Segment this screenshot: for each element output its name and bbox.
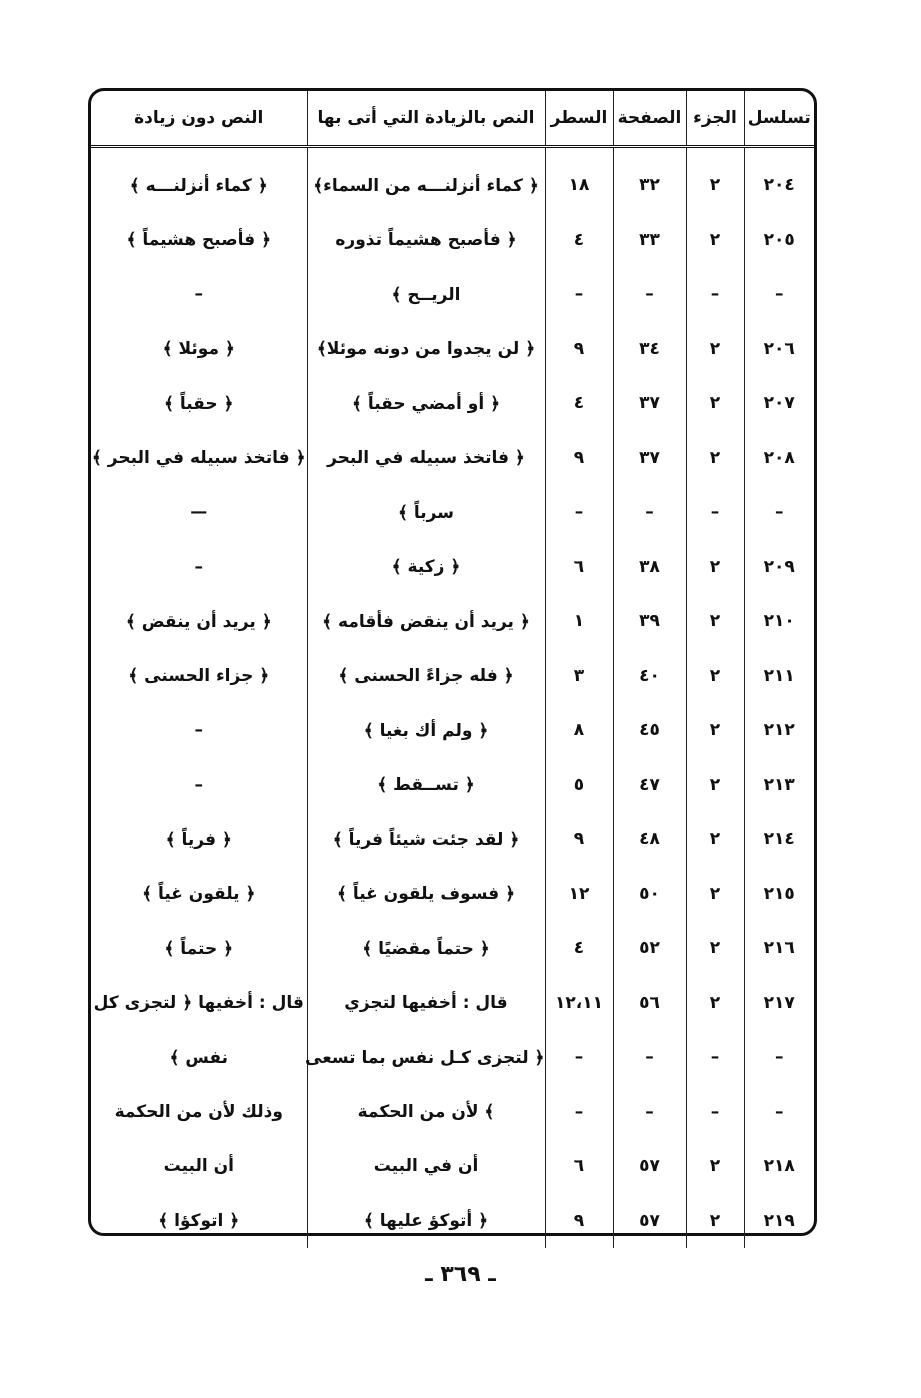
cell-part: ٢ <box>686 213 744 268</box>
cell-with-addition: ﴿ لقد جئت شيئاً فرياً ﴾ <box>307 812 545 867</box>
cell-without-addition: ﴿ يلقون غياً ﴾ <box>142 884 256 905</box>
cell-page: ٥٧ <box>613 1139 686 1194</box>
cell-part: ٢ <box>686 703 744 758</box>
cell-part: ٢ <box>686 322 744 377</box>
table-row <box>91 703 814 758</box>
cell-with-addition: ﴿ فأصبح هشيماً تذوره <box>307 213 545 268</box>
cell-with-addition: ﴿ زكية ﴾ <box>307 540 545 595</box>
cell-line: ٩ <box>545 322 613 377</box>
cell-serial: ٢١٧ <box>744 976 814 1031</box>
cell-serial: ٢١١ <box>744 649 814 704</box>
table-row <box>91 267 814 322</box>
page-number: ـ ٣٦٩ ـ <box>425 1262 496 1287</box>
cell-line: ١ <box>545 594 613 649</box>
table-row <box>91 867 814 922</box>
cell-page: – <box>613 1085 686 1140</box>
cell-without-addition: ﴿ فرياً ﴾ <box>165 829 232 850</box>
cell-line: ٩ <box>545 812 613 867</box>
cell-page: ٤٧ <box>613 758 686 813</box>
cell-without-addition: ﴿ موئلا ﴾ <box>162 339 235 360</box>
cell-without-addition: ﴿ يريد أن ينقض ﴾ <box>125 611 272 632</box>
cell-without-addition: ﴿ جزاء الحسنى ﴾ <box>128 666 270 687</box>
cell-with-addition: ﴿ لتجزى كـل نفس بما تسعى <box>307 1030 545 1085</box>
cell-line: ٨ <box>545 703 613 758</box>
cell-page: ٣٤ <box>613 322 686 377</box>
cell-line: ٤ <box>545 921 613 976</box>
cell-with-addition: أن في البيت <box>307 1139 545 1194</box>
cell-without-addition: – <box>194 556 203 577</box>
table-row <box>91 485 814 540</box>
cell-serial: ٢٠٧ <box>744 376 814 431</box>
cell-page: ٤٥ <box>613 703 686 758</box>
table-row <box>91 758 814 813</box>
cell-with-addition: ﴿ ولم أك بغيا ﴾ <box>307 703 545 758</box>
cell-without-addition: وذلك لأن من الحكمة <box>114 1101 283 1122</box>
cell-part: ٢ <box>686 758 744 813</box>
cell-with-addition: ﴿ فسوف يلقون غياً ﴾ <box>307 867 545 922</box>
cell-without-addition: ﴿ فأصبح هشيماً ﴾ <box>126 230 272 251</box>
cell-page: ٣٩ <box>613 594 686 649</box>
cell-without-addition: ﴿ حقباً ﴾ <box>163 393 234 414</box>
cell-part: – <box>686 1030 744 1085</box>
header-without-addition: النص دون زيادة <box>91 91 307 147</box>
header-with-addition: النص بالزيادة التي أتى بها <box>307 91 545 147</box>
cell-with-addition: ﴿ تســقط ﴾ <box>307 758 545 813</box>
table-row <box>91 147 814 213</box>
cell-part: ٢ <box>686 976 744 1031</box>
cell-page: ٤٠ <box>613 649 686 704</box>
cell-serial: – <box>744 485 814 540</box>
cell-serial: ٢١٦ <box>744 921 814 976</box>
cell-without-addition: ﴿ حتماً ﴾ <box>164 938 234 959</box>
header-line: السطر <box>545 91 613 147</box>
cell-serial: ٢١٨ <box>744 1139 814 1194</box>
cell-line: ١٨ <box>545 147 613 213</box>
cell-page: – <box>613 1030 686 1085</box>
cell-serial: ٢١٤ <box>744 812 814 867</box>
cell-with-addition: ﴾ لأن من الحكمة <box>307 1085 545 1140</box>
cell-part: – <box>686 1085 744 1140</box>
cell-line: ٩ <box>545 1194 613 1249</box>
cell-line: ٦ <box>545 1139 613 1194</box>
cell-page: ٣٣ <box>613 213 686 268</box>
header-serial: تسلسل <box>744 91 814 147</box>
cell-without-addition: أن البيت <box>163 1156 234 1177</box>
table-header-row <box>91 91 814 147</box>
cell-line: – <box>545 267 613 322</box>
table-row <box>91 540 814 595</box>
cell-serial: ٢١٩ <box>744 1194 814 1249</box>
cell-page: ٥٧ <box>613 1194 686 1249</box>
cell-page: – <box>613 485 686 540</box>
table-row <box>91 649 814 704</box>
cell-with-addition: ﴿ حتماً مقضيًا ﴾ <box>307 921 545 976</box>
cell-line: ٤ <box>545 213 613 268</box>
cell-without-addition: – <box>194 774 203 795</box>
cell-part: ٢ <box>686 594 744 649</box>
cell-serial: ٢١٠ <box>744 594 814 649</box>
cell-with-addition: ﴿ أو أمضي حقباً ﴾ <box>307 376 545 431</box>
table-row <box>91 1085 814 1140</box>
table-row <box>91 1030 814 1085</box>
table-row <box>91 322 814 377</box>
cell-serial: – <box>744 267 814 322</box>
cell-part: ٢ <box>686 812 744 867</box>
cell-page: ٣٧ <box>613 431 686 486</box>
cell-serial: – <box>744 1085 814 1140</box>
cell-with-addition: قال : أخفيها لتجزي <box>307 976 545 1031</box>
cell-without-addition: نفس ﴾ <box>169 1047 229 1068</box>
cell-line: – <box>545 485 613 540</box>
cell-part: – <box>686 485 744 540</box>
cell-line: ٤ <box>545 376 613 431</box>
cell-line: ١٢،١١ <box>545 976 613 1031</box>
cell-with-addition: ﴿ يريد أن ينقض فأقامه ﴾ <box>307 594 545 649</box>
table-row <box>91 213 814 268</box>
cell-page: ٥٠ <box>613 867 686 922</box>
cell-serial: ٢٠٩ <box>744 540 814 595</box>
cell-serial: – <box>744 1030 814 1085</box>
cell-serial: ٢١٥ <box>744 867 814 922</box>
table-row <box>91 1194 814 1249</box>
cell-part: ٢ <box>686 1139 744 1194</box>
cell-part: ٢ <box>686 376 744 431</box>
cell-with-addition: ﴿ أتوكؤ عليها ﴾ <box>307 1194 545 1249</box>
cell-page: ٤٨ <box>613 812 686 867</box>
cell-page: ٥٦ <box>613 976 686 1031</box>
table-row <box>91 812 814 867</box>
cell-page: – <box>613 267 686 322</box>
cell-without-addition: – <box>194 284 203 305</box>
cell-with-addition: ﴿ فله جزاءً الحسنى ﴾ <box>307 649 545 704</box>
cell-serial: ٢٠٨ <box>744 431 814 486</box>
cell-without-addition: – <box>194 720 203 741</box>
cell-with-addition: ﴿ لن يجدوا من دونه موئلا﴾ <box>307 322 545 377</box>
cell-page: ٥٢ <box>613 921 686 976</box>
cell-part: ٢ <box>686 431 744 486</box>
comparison-table <box>91 91 814 1248</box>
table-row <box>91 594 814 649</box>
table-row <box>91 431 814 486</box>
cell-part: ٢ <box>686 649 744 704</box>
cell-without-addition: قال : أخفيها ﴿ لتجزى كل <box>93 993 304 1014</box>
cell-without-addition: ﴿ كماء أنزلنـــه ﴾ <box>129 175 268 196</box>
cell-page: ٣٢ <box>613 147 686 213</box>
cell-line: ٩ <box>545 431 613 486</box>
table-row <box>91 921 814 976</box>
cell-line: ١٢ <box>545 867 613 922</box>
cell-line: ٥ <box>545 758 613 813</box>
cell-part: ٢ <box>686 921 744 976</box>
cell-part: ٢ <box>686 1194 744 1249</box>
header-page: الصفحة <box>613 91 686 147</box>
cell-serial: ٢٠٤ <box>744 147 814 213</box>
cell-with-addition: سرباً ﴾ <box>307 485 545 540</box>
cell-serial: ٢٠٥ <box>744 213 814 268</box>
cell-without-addition: ﴿ اتوكؤا ﴾ <box>158 1211 240 1232</box>
header-part: الجزء <box>686 91 744 147</box>
cell-serial: ٢١٢ <box>744 703 814 758</box>
cell-line: – <box>545 1030 613 1085</box>
table-row <box>91 376 814 431</box>
cell-part: ٢ <box>686 867 744 922</box>
cell-with-addition: ﴿ كماء أنزلنـــه من السماء﴾ <box>307 147 545 213</box>
cell-page: ٣٨ <box>613 540 686 595</box>
cell-serial: ٢١٣ <box>744 758 814 813</box>
cell-with-addition: الريــح ﴾ <box>307 267 545 322</box>
cell-page: ٣٧ <box>613 376 686 431</box>
cell-line: – <box>545 1085 613 1140</box>
cell-with-addition: ﴿ فاتخذ سبيله في البحر <box>307 431 545 486</box>
cell-part: – <box>686 267 744 322</box>
cell-without-addition: — <box>190 502 208 523</box>
cell-serial: ٢٠٦ <box>744 322 814 377</box>
cell-part: ٢ <box>686 147 744 213</box>
table-row <box>91 1139 814 1194</box>
cell-part: ٢ <box>686 540 744 595</box>
table-row <box>91 976 814 1031</box>
cell-line: ٦ <box>545 540 613 595</box>
cell-line: ٣ <box>545 649 613 704</box>
cell-without-addition: ﴿ فاتخذ سبيله في البحر ﴾ <box>91 448 306 469</box>
